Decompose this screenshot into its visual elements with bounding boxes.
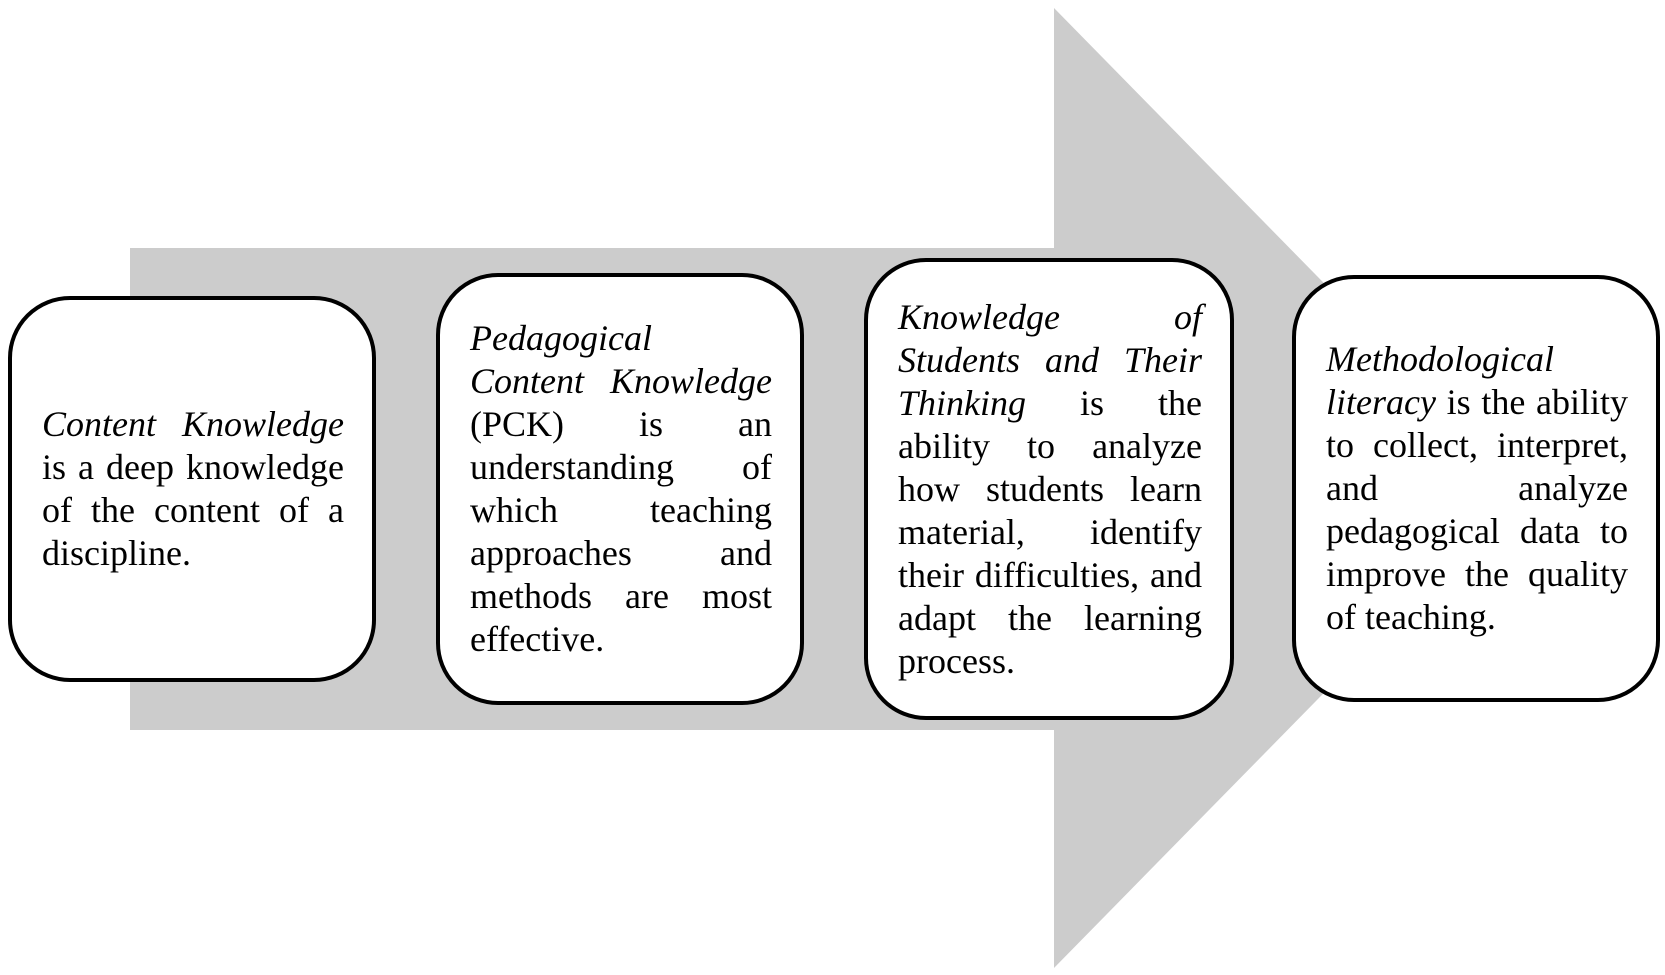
stage-description: is the ability to analyze how students learn material, identify their difficulties, and adapt the learning process. bbox=[898, 382, 1202, 681]
stage-box-knowledge-of-students bbox=[864, 258, 1234, 720]
stage-term: Content Knowledge bbox=[42, 404, 344, 444]
stage-description: is the ability to collect, interpret, and analyze pedagogical data to improve the quality of teaching. bbox=[1326, 382, 1628, 637]
stage-term: Pedagogical Content Knowledge bbox=[470, 318, 772, 401]
stage-text bbox=[1326, 338, 1628, 639]
stage-description: is a deep knowledge of the content of a discipline. bbox=[42, 447, 344, 573]
stage-box-content-knowledge bbox=[8, 296, 376, 682]
stage-text bbox=[898, 296, 1202, 683]
stage-term: Methodological literacy bbox=[1326, 339, 1554, 422]
stage-box-methodological-literacy bbox=[1292, 275, 1660, 702]
stage-box-pedagogical-content-knowledge bbox=[436, 273, 804, 705]
stage-text bbox=[42, 403, 344, 575]
stage-term: Knowledge of Students and Their Thinking bbox=[898, 296, 1202, 423]
stage-text bbox=[470, 317, 772, 661]
stage-description: (PCK) is an understanding of which teaching approaches and methods are most effective. bbox=[470, 404, 772, 659]
